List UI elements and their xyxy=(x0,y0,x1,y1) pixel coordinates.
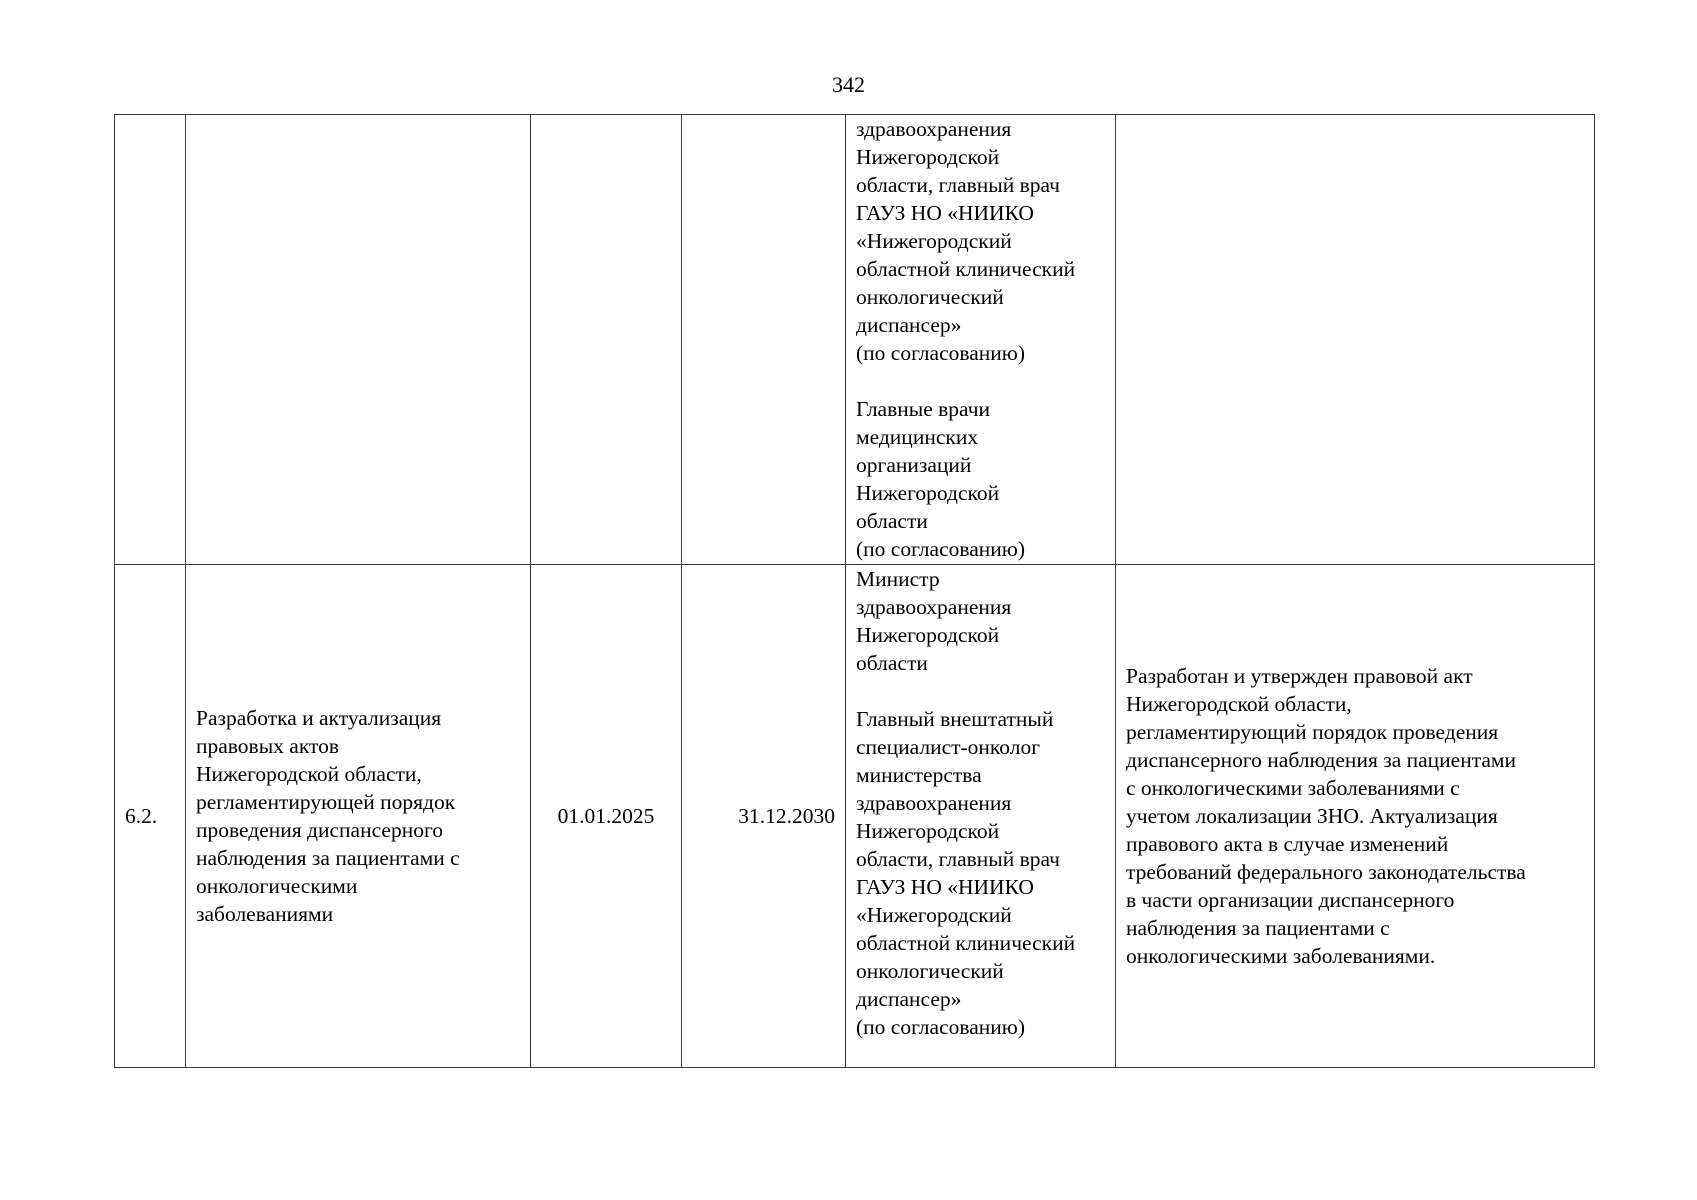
table-row xyxy=(115,565,1595,1068)
table-row xyxy=(115,115,1595,565)
responsible-text: здравоохранения Нижегородской области, главный врач ГАУЗ НО «НИИКО «Нижегородский областной клинический онкологический диспансер» (по согласованию) xyxy=(856,117,1076,365)
responsible-text: Главный внештатный специалист-онколог министерства здравоохранения Нижегородской области, главный врач ГАУЗ НО «НИИКО «Нижегородский областной клинический онкологический диспансер» (по согласованию) xyxy=(856,707,1076,1039)
measure-name xyxy=(186,115,531,565)
row-number xyxy=(115,115,186,565)
measures-table xyxy=(114,114,1595,1068)
start-date xyxy=(531,115,682,565)
start-date: 01.01.2025 xyxy=(531,565,682,1068)
responsible-text: Министр здравоохранения Нижегородской области xyxy=(856,567,1012,675)
page-number: 342 xyxy=(832,72,865,97)
end-date: 31.12.2030 xyxy=(682,565,846,1068)
responsible-cell xyxy=(846,115,1116,565)
measure-name: Разработка и актуализация правовых актов Нижегородской области, регламентирующей порядок проведения диспансерного наблюдения за пациентами с онкологическими заболеваниями xyxy=(186,565,531,1068)
responsible-text: Главные врачи медицинских организаций Нижегородской области (по согласованию) xyxy=(856,397,1026,561)
expected-result xyxy=(1116,115,1595,565)
expected-result: Разработан и утвержден правовой акт Нижегородской области, регламентирующий порядок проведения диспансерного наблюдения за пациентами с онкологическими заболеваниями с учетом локализации ЗНО. Актуализация правового акта в случае изменений требований федерального законодательства в части организации диспансерного наблюдения за пациентами с онкологическими заболеваниями. xyxy=(1116,565,1595,1068)
end-date xyxy=(682,115,846,565)
row-number: 6.2. xyxy=(115,565,186,1068)
responsible-cell xyxy=(846,565,1116,1068)
